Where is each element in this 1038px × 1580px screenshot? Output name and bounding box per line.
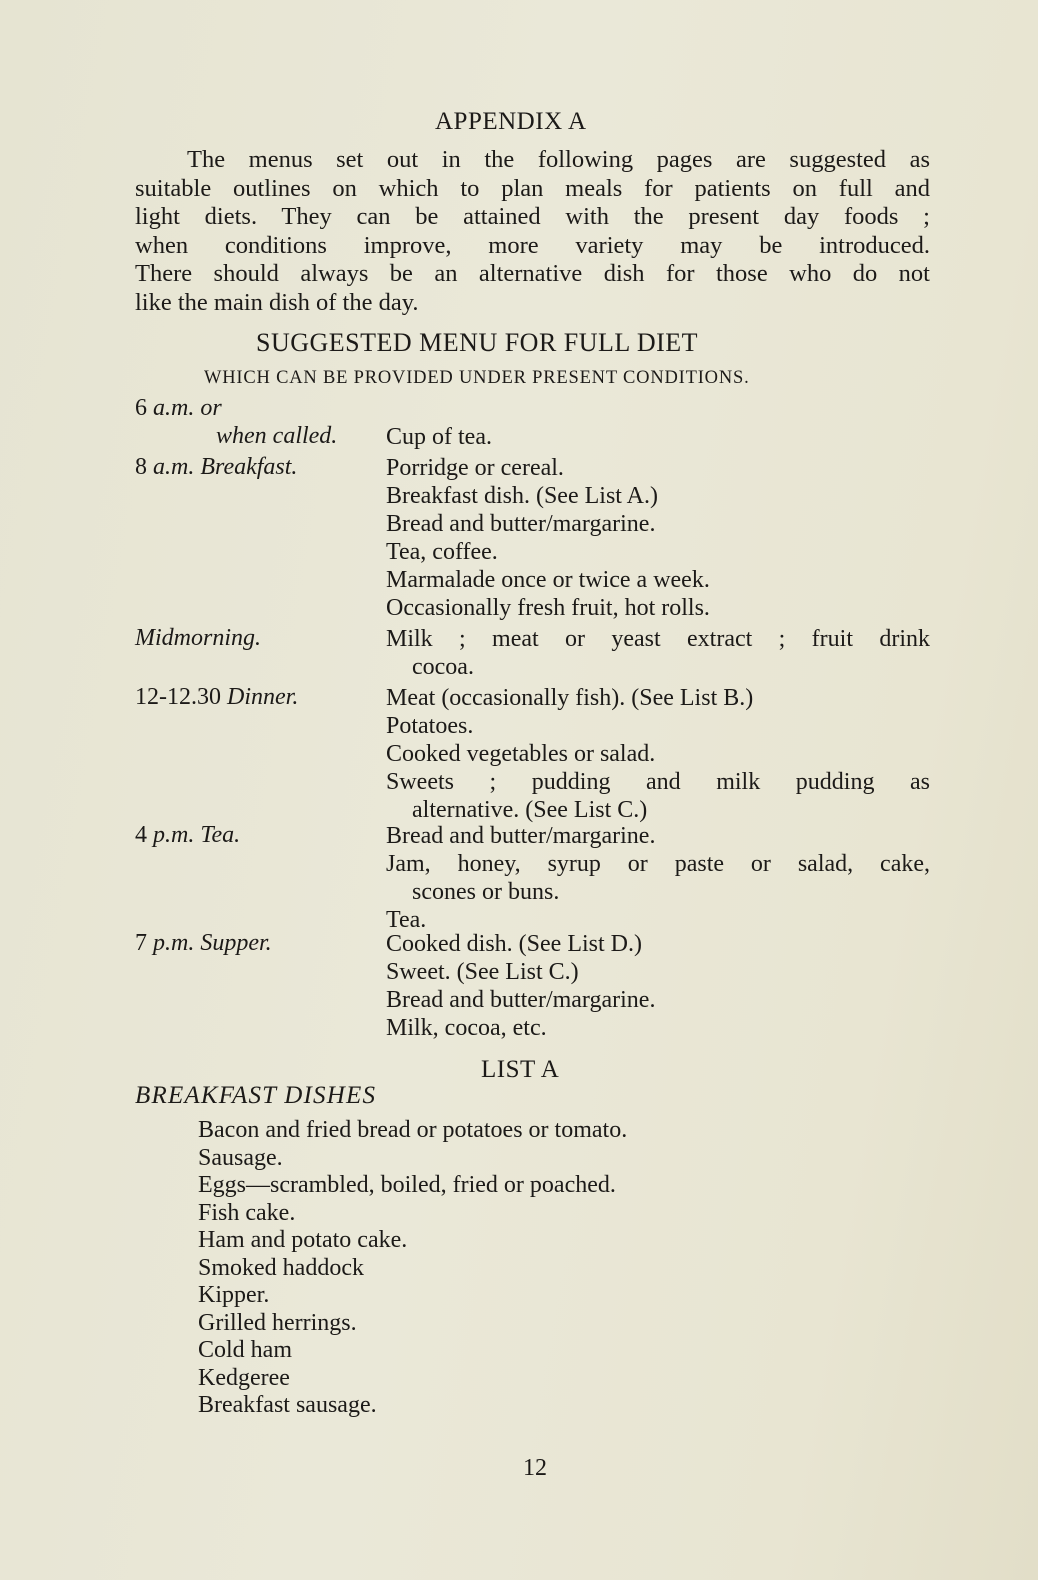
menu-item: Bread and butter/margarine. — [386, 823, 656, 849]
menu-item: Marmalade once or twice a week. — [386, 567, 710, 593]
intro-paragraph — [135, 146, 930, 317]
menu-subtitle: WHICH CAN BE PROVIDED UNDER PRESENT CONDITIONS. — [204, 368, 750, 388]
menu-item: Occasionally fresh fruit, hot rolls. — [386, 595, 710, 621]
list-a-title: LIST A — [481, 1056, 560, 1083]
menu-items-dinner — [386, 684, 930, 824]
menu-item: Meat (occasionally fish). (See List B.) — [386, 685, 754, 711]
appendix-title: APPENDIX A — [435, 108, 587, 135]
menu-item: Cooked vegetables or salad. — [386, 741, 656, 767]
list-item: Breakfast sausage. — [198, 1392, 377, 1418]
menu-item: cocoa. — [412, 654, 474, 680]
menu-item: Sweet. (See List C.) — [386, 959, 579, 985]
menu-item: alternative. (See List C.) — [412, 797, 648, 823]
intro-line: The menus set out in the following pages are suggested as — [187, 146, 930, 173]
page-number: 12 — [523, 1455, 547, 1481]
menu-title: SUGGESTED MENU FOR FULL DIET — [256, 328, 699, 357]
list-item: Bacon and fried bread or potatoes or tomato. — [198, 1117, 628, 1143]
menu-item: Sweets ; pudding and milk pudding as — [386, 769, 930, 795]
list-item: Sausage. — [198, 1144, 283, 1171]
intro-line: suitable outlines on which to plan meals for patients on full and — [135, 174, 930, 202]
menu-item: Tea, coffee. — [386, 539, 498, 565]
list-item: Cold ham — [198, 1337, 292, 1363]
menu-items-early — [386, 423, 930, 451]
menu-items-breakfast — [386, 454, 930, 622]
menu-item: Cup of tea. — [386, 424, 492, 450]
breakfast-dishes-list — [198, 1117, 627, 1420]
menu-item: Bread and butter/margarine. — [386, 987, 656, 1013]
time-label: 4 p.m. Tea. — [135, 822, 241, 848]
intro-line: like the main dish of the day. — [135, 288, 419, 316]
menu-items-supper — [386, 930, 930, 1042]
time-label-continued: when called. — [216, 423, 338, 449]
time-label: 7 p.m. Supper. — [135, 930, 272, 956]
menu-item: Cooked dish. (See List D.) — [386, 931, 642, 957]
list-item: Fish cake. — [198, 1199, 296, 1226]
list-item: Kedgeree — [198, 1364, 290, 1391]
menu-item: Milk, cocoa, etc. — [386, 1015, 547, 1041]
time-label: 6 a.m. or — [135, 395, 222, 421]
intro-line: There should always be an alternative dish for those who do not — [135, 260, 930, 287]
time-label: 8 a.m. Breakfast. — [135, 454, 298, 480]
menu-items-tea — [386, 822, 930, 934]
menu-item: Porridge or cereal. — [386, 455, 564, 481]
menu-item: Jam, honey, syrup or paste or salad, cake, — [386, 851, 930, 877]
list-item: Smoked haddock — [198, 1254, 364, 1281]
menu-item: Milk ; meat or yeast extract ; fruit drink — [386, 626, 930, 652]
menu-item: Breakfast dish. (See List A.) — [386, 483, 658, 509]
menu-item: scones or buns. — [412, 879, 560, 905]
menu-item: Tea. — [386, 907, 427, 933]
list-item: Eggs—scrambled, boiled, fried or poached. — [198, 1172, 616, 1198]
time-label: Midmorning. — [135, 625, 261, 651]
list-item: Kipper. — [198, 1282, 270, 1308]
intro-line: light diets. They can be attained with the present day foods ; — [135, 203, 930, 230]
time-label: 12-12.30 Dinner. — [135, 684, 299, 710]
menu-items-midmorning — [386, 625, 930, 681]
list-a-heading: BREAKFAST DISHES — [135, 1082, 377, 1109]
list-item: Ham and potato cake. — [198, 1227, 408, 1253]
list-item: Grilled herrings. — [198, 1309, 357, 1336]
menu-item: Bread and butter/margarine. — [386, 511, 656, 537]
intro-line: when conditions improve, more variety may be introduced. — [135, 231, 930, 259]
menu-item: Potatoes. — [386, 713, 474, 739]
